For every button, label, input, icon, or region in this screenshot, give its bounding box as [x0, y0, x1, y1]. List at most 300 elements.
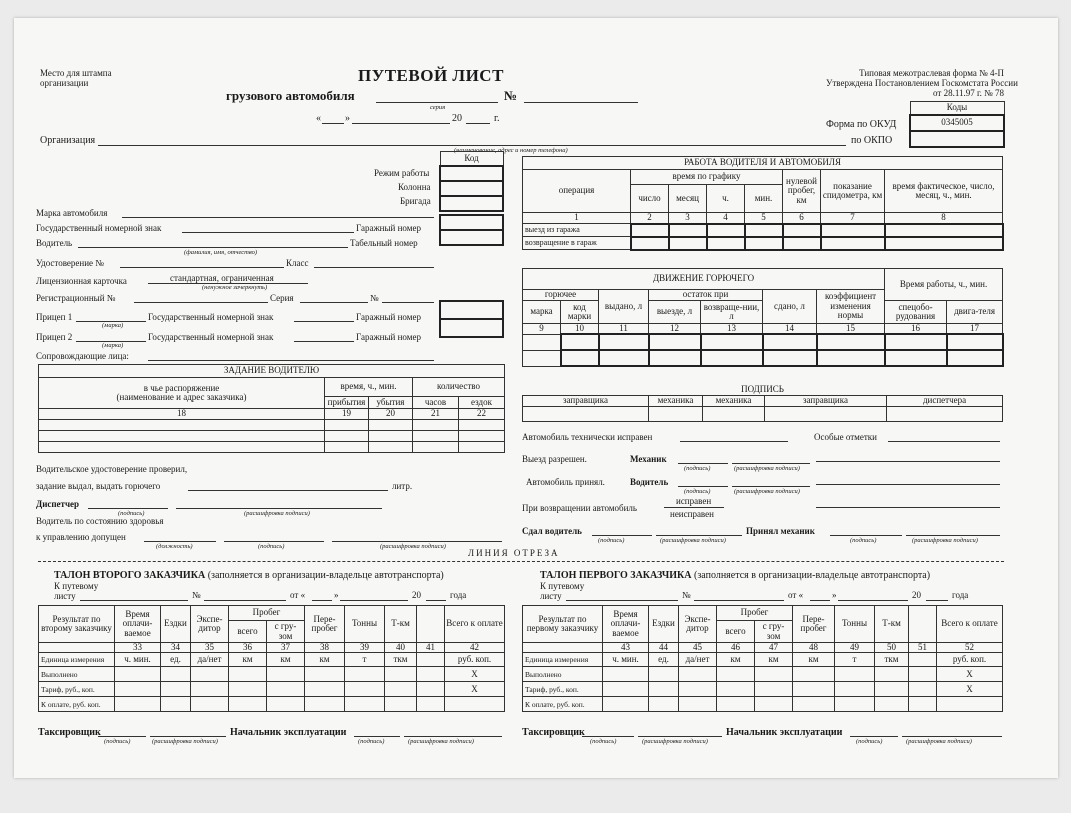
lic-value[interactable]: стандартная, ограниченная: [170, 273, 274, 283]
date-year-suffix: г.: [494, 113, 500, 124]
talon2-list-field[interactable]: [80, 600, 188, 601]
work-ch: ч.: [707, 185, 745, 213]
talon2-ekspeditor: Экспе-дитор: [191, 606, 229, 643]
garazh-tabel-box: [439, 214, 504, 246]
talon2-u-danet: да/нет: [191, 653, 229, 667]
dolzhnost-hint: (должность): [156, 543, 193, 550]
talon2-u-t: т: [345, 653, 385, 667]
talon2-nach-rassh-hint: (расшифровка подписи): [408, 738, 474, 745]
kolonna-label: Колонна: [398, 182, 431, 192]
talon1-day-field[interactable]: [810, 600, 830, 601]
reg-field[interactable]: [134, 302, 268, 303]
talon2-u-tkm: ткм: [385, 653, 417, 667]
fuel-table: [522, 268, 1004, 367]
talon1-vsego: всего: [717, 621, 755, 643]
zadanie-n18: 18: [39, 409, 325, 420]
health-rassh-field[interactable]: [332, 541, 502, 542]
work-po-grafiku: время по графику: [631, 170, 783, 185]
kod-header: Код: [440, 152, 503, 167]
zadanie-chasov: часов: [413, 397, 459, 409]
gos-znak-label: Государственный номерной знак: [36, 223, 162, 233]
cut-line: [38, 561, 1004, 562]
pricep2-marka-hint: (марка): [102, 342, 124, 349]
work-vyezd: выезд из гаража: [523, 224, 631, 237]
talon1-title-wrap: [540, 570, 930, 581]
talon2-taks-rassh-field[interactable]: [150, 736, 226, 737]
work-n4: 4: [707, 213, 745, 224]
fuel-n13: 13: [701, 324, 763, 335]
reg-label: Регистрационный №: [36, 293, 116, 303]
kolonna-code[interactable]: [440, 181, 503, 196]
okud-code: 0345005: [910, 115, 1004, 131]
work-min: мин.: [745, 185, 783, 213]
talon2-n33: 33: [115, 643, 161, 653]
kod-box: [439, 151, 504, 212]
talon1-n47: 47: [755, 643, 793, 653]
fuel-title: ДВИЖЕНИЕ ГОРЮЧЕГО: [523, 269, 885, 290]
mehanik-label: Механик: [630, 454, 667, 464]
podpis-zapr1: заправщика: [523, 396, 649, 407]
klass-label: Класс: [286, 258, 309, 268]
zadanie-col1-header: [39, 378, 325, 409]
talon1-s-gruzom: с гру-зом: [755, 621, 793, 643]
dispatcher-sign-hint: (подпись): [118, 510, 145, 517]
ispraven-field[interactable]: [680, 441, 788, 442]
talon1-x2: X: [937, 682, 1003, 697]
osobye-field[interactable]: [888, 441, 1000, 442]
okud-label: Форма по ОКУД: [826, 119, 897, 130]
talon2-row-vypolneno[interactable]: [39, 667, 505, 682]
talon1-q2: »: [832, 590, 837, 600]
talon1-vsego-opl: Всего к оплате: [937, 606, 1003, 643]
prinyal-sign-field[interactable]: [830, 535, 902, 536]
talon1-vypolneno: Выполнено: [523, 667, 603, 682]
talon1-month-field[interactable]: [838, 600, 908, 601]
talon2-nach-rassh-field[interactable]: [404, 736, 502, 737]
fuel-vremya: Время работы, ч., мин.: [885, 269, 1003, 301]
mehanik-rassh-field[interactable]: [732, 463, 810, 464]
form-line1: Типовая межотраслевая форма № 4-П: [859, 68, 1004, 78]
work-title: РАБОТА ВОДИТЕЛЯ И АВТОМОБИЛЯ: [523, 157, 1003, 170]
zadanie-pribytiya: прибытия: [325, 397, 369, 409]
talon2-n39: 39: [345, 643, 385, 653]
work-operaciya: операция: [523, 170, 631, 213]
talon2-vypolneno: Выполнено: [39, 667, 115, 682]
pri-vozvr-label: При возвращении автомобиль: [522, 503, 638, 513]
klass-field[interactable]: [314, 267, 434, 268]
talon1-k-list1: К путевому: [540, 581, 585, 591]
osobye-field-2[interactable]: [816, 461, 1000, 462]
talon2-ot: от «: [290, 590, 306, 600]
talon2-n34: 34: [161, 643, 191, 653]
talon1-n45: 45: [679, 643, 717, 653]
zadanie-n22: 22: [459, 409, 505, 420]
garazh-label: Гаражный номер: [356, 223, 421, 233]
talon2-num: №: [192, 590, 201, 600]
zadanie-table: [38, 364, 505, 453]
vyezd-razreshen: Выезд разрешен.: [522, 454, 587, 464]
work-row-vyezd[interactable]: [523, 224, 1003, 237]
talon1-nach-rassh-hint: (расшифровка подписи): [906, 738, 972, 745]
talon2-tarif: Тариф, руб., коп.: [39, 682, 115, 697]
talon2-u-km3: км: [305, 653, 345, 667]
work-mesyac: месяц: [669, 185, 707, 213]
talon2-nach: Начальник эксплуатации: [230, 727, 347, 738]
tabel-code[interactable]: [440, 230, 503, 245]
work-n8: 8: [885, 213, 1003, 224]
work-nulevoy: нулевой пробег, км: [783, 170, 821, 213]
gos-znak-field[interactable]: [182, 232, 354, 233]
talon1-taks-sign-hint: (подпись): [590, 738, 617, 745]
sdal-sign-field[interactable]: [592, 535, 652, 536]
talon1-ot: от «: [788, 590, 804, 600]
voditel-rassh-field[interactable]: [732, 486, 810, 487]
fuel-amount-field[interactable]: [188, 490, 388, 491]
zadanie-title: ЗАДАНИЕ ВОДИТЕЛЮ: [39, 365, 505, 378]
sdal-rassh-hint: (расшифровка подписи): [660, 537, 726, 544]
fuel-dvig: двига-теля: [947, 301, 1003, 324]
talon1-u-ed: ед.: [649, 653, 679, 667]
fuel-vyezde: выезде, л: [649, 301, 701, 324]
talon2-k-list: [54, 581, 98, 601]
talon2-day-field[interactable]: [312, 600, 332, 601]
talon2-vsego-opl: Всего к оплате: [445, 606, 505, 643]
talon1-row-tarif[interactable]: [523, 682, 1003, 697]
codes-table: [909, 101, 1005, 148]
pricep2-gos-field[interactable]: [294, 341, 354, 342]
soprov-label: Сопровождающие лица:: [36, 351, 129, 361]
mehanik-sign-field[interactable]: [678, 463, 728, 464]
date-day-field[interactable]: [322, 123, 344, 124]
prinyal-rassh-field[interactable]: [906, 535, 1000, 536]
fuel-n11: 11: [599, 324, 649, 335]
talon2-num-field[interactable]: [204, 600, 286, 601]
talon2-taks: Таксировщик: [38, 727, 101, 738]
zadanie-time-header: время, ч., мин.: [325, 378, 413, 397]
talon2-q2: »: [334, 590, 339, 600]
codes-header: Коды: [910, 102, 1004, 116]
voditel-rassh-hint: (расшифровка подписи): [734, 488, 800, 495]
talon2-row-tarif[interactable]: [39, 682, 505, 697]
talon2-vremya: Время оплачи-ваемое: [115, 606, 161, 643]
talon1-n48: 48: [793, 643, 835, 653]
marka-field[interactable]: [122, 217, 434, 218]
talon2-goda: года: [450, 590, 467, 600]
fuel-n16: 16: [885, 324, 947, 335]
talon1-num-field[interactable]: [694, 600, 784, 601]
work-n6: 6: [783, 213, 821, 224]
talon1-goda: года: [952, 590, 969, 600]
date-year-prefix: 20: [452, 113, 462, 124]
health-text: Водитель по состоянию здоровья: [36, 516, 164, 526]
fuel-goryuchee: горючее: [523, 290, 599, 301]
talon1-ed-izm: Единица измерения: [523, 653, 603, 667]
ispraven-option[interactable]: исправен: [676, 496, 712, 506]
talon1-taks: Таксировщик: [522, 727, 585, 738]
tabel-label: Табельный номер: [350, 238, 418, 248]
talon1-u-chmin: ч. мин.: [603, 653, 649, 667]
udost-field[interactable]: [120, 267, 284, 268]
garazh-code[interactable]: [440, 215, 503, 230]
health-sign-field[interactable]: [224, 541, 324, 542]
dispatcher-rassh-hint: (расшифровка подписи): [244, 510, 310, 517]
talon2-taks-sign-hint: (подпись): [104, 738, 131, 745]
talon1-u-km3: км: [793, 653, 835, 667]
voditel-sign-field[interactable]: [678, 486, 728, 487]
talon1-k-list: [540, 581, 584, 601]
talon2-k-list1: К путевому: [54, 581, 99, 591]
talon1-ekspeditor: Экспе-дитор: [679, 606, 717, 643]
fuel-n14: 14: [763, 324, 817, 335]
talon2-n35: 35: [191, 643, 229, 653]
talon1-tkm: Т-км: [875, 606, 909, 643]
fuel-kod-marki: код марки: [561, 301, 599, 324]
pricep-box: [439, 300, 504, 338]
brigada-code[interactable]: [440, 196, 503, 211]
rezhim-code[interactable]: [440, 166, 503, 181]
talon2-row-k-oplate[interactable]: [39, 697, 505, 712]
podpis-row[interactable]: [523, 407, 1003, 422]
org-label: Организация: [40, 135, 96, 146]
talon1-ezdki: Ездки: [649, 606, 679, 643]
talon2-ed-izm: Единица измерения: [39, 653, 115, 667]
talon1-list-field[interactable]: [566, 600, 678, 601]
lic-hint: (ненужное зачеркнуть): [202, 284, 268, 291]
zadanie-n20: 20: [369, 409, 413, 420]
talon1-taks-rassh-field[interactable]: [638, 736, 722, 737]
org-field[interactable]: [98, 145, 846, 146]
dispatcher-sign-field[interactable]: [88, 508, 168, 509]
fio-hint: (фамилия, имя, отчество): [184, 249, 258, 256]
seria-field[interactable]: [300, 302, 368, 303]
talon1-u-danet: да/нет: [679, 653, 717, 667]
talon1-perepro: Пере-пробег: [793, 606, 835, 643]
date-month-field[interactable]: [352, 123, 450, 124]
talon2-taks-sign-field[interactable]: [98, 736, 146, 737]
fuel-specob: спецобо-рудования: [885, 301, 947, 324]
fuel-row[interactable]: [523, 350, 1003, 366]
talon1-row-k-oplate[interactable]: [523, 697, 1003, 712]
dopushen-text: к управлению допущен: [36, 532, 126, 542]
talon2-year-field[interactable]: [426, 600, 446, 601]
vydat-goryuchego: задание выдал, выдать горючего: [36, 481, 161, 491]
zadanie-n21: 21: [413, 409, 459, 420]
sdal-sign-hint: (подпись): [598, 537, 625, 544]
talon1-probeg: Пробег: [717, 606, 793, 621]
prinyal-rassh-hint: (расшифровка подписи): [912, 537, 978, 544]
talon1-u-tkm: ткм: [875, 653, 909, 667]
talon2-month-field[interactable]: [340, 600, 408, 601]
talon2-rezultat: Результат по второму заказчику: [39, 606, 115, 643]
dispatcher-rassh-field[interactable]: [176, 508, 382, 509]
talon1-vremya: Время оплачи-ваемое: [603, 606, 649, 643]
talon1-year: 20: [912, 590, 921, 600]
talon2-probeg: Пробег: [229, 606, 305, 621]
org-hint: (наименование, адрес и номер телефона): [454, 147, 568, 154]
mehanik-sign-hint: (подпись): [684, 465, 711, 472]
sdal-rassh-field[interactable]: [656, 535, 742, 536]
form-line3: от 28.11.97 г. № 78: [933, 88, 1004, 98]
talon1-title: ТАЛОН ПЕРВОГО ЗАКАЗЧИКА: [540, 570, 692, 581]
fuel-n17: 17: [947, 324, 1003, 335]
okpo-label: по ОКПО: [851, 135, 893, 146]
talon1-nach-rassh-field[interactable]: [902, 736, 1002, 737]
stamp-line1: Место для штампа: [40, 68, 112, 78]
osobye-field-3[interactable]: [816, 484, 1000, 485]
talon1-k-oplate: К оплате, руб. коп.: [523, 697, 603, 712]
talon2-title: ТАЛОН ВТОРОГО ЗАКАЗЧИКА: [54, 570, 206, 581]
zadanie-col1-line1: в чье распоряжение: [143, 382, 220, 393]
talon1-n44: 44: [649, 643, 679, 653]
pricep2-garazh-label: Гаражный номер: [356, 332, 421, 342]
dispatcher-label: Диспетчер: [36, 499, 80, 509]
date-year-field[interactable]: [466, 123, 490, 124]
page-title: ПУТЕВОЙ ЛИСТ: [358, 66, 504, 85]
talon1-tarif: Тариф, руб., коп.: [523, 682, 603, 697]
date-quote-close: »: [345, 113, 350, 124]
lic-label: Лицензионная карточка: [36, 276, 127, 286]
talon2-k-oplate: К оплате, руб. коп.: [39, 697, 115, 712]
pricep1-gos-label: Государственный номерной знак: [148, 312, 274, 322]
udost-check-text: Водительское удостоверение проверил,: [36, 464, 188, 474]
talon2-ezdki: Ездки: [161, 606, 191, 643]
form-approval: [826, 68, 1018, 98]
osobye-label: Особые отметки: [814, 432, 877, 442]
pricep1-label: Прицеп 1: [36, 312, 73, 322]
reg-num-field[interactable]: [382, 302, 434, 303]
fuel-marka: марка: [523, 301, 561, 324]
zadanie-col1-line2: (наименование и адрес заказчика): [116, 392, 247, 402]
fuel-row[interactable]: [523, 334, 1003, 350]
talon1-taks-sign-field[interactable]: [582, 736, 634, 737]
brigada-label: Бригада: [400, 196, 431, 206]
zadanie-row[interactable]: [39, 431, 505, 442]
work-n3: 3: [669, 213, 707, 224]
seria-hint: серия: [430, 104, 446, 111]
talon2-taks-rassh-hint: (расшифровка подписи): [152, 738, 218, 745]
voditel-sign-label: Водитель: [630, 477, 669, 487]
zadanie-ezdok: ездок: [459, 397, 505, 409]
zadanie-row[interactable]: [39, 420, 505, 431]
talon1-u-rub: руб. коп.: [937, 653, 1003, 667]
talon2-u-chmin: ч. мин.: [115, 653, 161, 667]
health-rassh-hint: (расшифровка подписи): [380, 543, 446, 550]
rezhim-label: Режим работы: [374, 168, 430, 178]
talon1-nach-sign-field[interactable]: [850, 736, 898, 737]
work-n7: 7: [821, 213, 885, 224]
osobye-field-4[interactable]: [816, 507, 1000, 508]
litr-label: литр.: [392, 481, 413, 491]
talon2-n37: 37: [267, 643, 305, 653]
talon2-k-list2: листу: [54, 591, 76, 601]
pricep2-code[interactable]: [440, 319, 503, 337]
podpis-meh2: механика: [703, 396, 765, 407]
fuel-vydano: выдано, л: [599, 290, 649, 324]
pricep1-code[interactable]: [440, 301, 503, 319]
pricep2-label: Прицеп 2: [36, 332, 73, 342]
pricep1-garazh-label: Гаражный номер: [356, 312, 421, 322]
talon2-title-wrap: [54, 570, 444, 581]
number-field[interactable]: [524, 102, 638, 103]
talon2-n36: 36: [229, 643, 267, 653]
prinyal-meh-label: Принял механик: [746, 526, 815, 536]
mehanik-rassh-hint: (расшифровка подписи): [734, 465, 800, 472]
prinyal-sign-hint: (подпись): [850, 537, 877, 544]
talon1-year-field[interactable]: [926, 600, 948, 601]
talon1-u-t: т: [835, 653, 875, 667]
voditel-field[interactable]: [78, 247, 348, 248]
health-sign-hint: (подпись): [258, 543, 285, 550]
talon1-u-km2: км: [755, 653, 793, 667]
zadanie-row[interactable]: [39, 442, 505, 453]
talon2-year: 20: [412, 590, 421, 600]
talon2-n42: 42: [445, 643, 505, 653]
neispraven-option[interactable]: неисправен: [670, 509, 714, 519]
talon1-row-vypolneno[interactable]: [523, 667, 1003, 682]
talon1-n46: 46: [717, 643, 755, 653]
okpo-code[interactable]: [910, 131, 1004, 147]
talon1-n50: 50: [875, 643, 909, 653]
talon1-nach-sign-hint: (подпись): [856, 738, 883, 745]
talon2-x2: X: [445, 682, 505, 697]
talon1-taks-rassh-hint: (расшифровка подписи): [642, 738, 708, 745]
work-n2: 2: [631, 213, 669, 224]
podpis-table: [522, 384, 1003, 422]
soprov-field[interactable]: [148, 360, 434, 361]
talon2-vsego: всего: [229, 621, 267, 643]
zadanie-count-header: количество: [413, 378, 505, 397]
avto-prinyal: Автомобиль принял.: [526, 477, 605, 487]
talon2-n41: 41: [417, 643, 445, 653]
fuel-sdano: сдано, л: [763, 290, 817, 324]
talon2-u-km1: км: [229, 653, 267, 667]
work-row-vozvr[interactable]: [523, 237, 1003, 250]
talon2-u-ed: ед.: [161, 653, 191, 667]
talon2-nach-sign-field[interactable]: [354, 736, 400, 737]
talon2-table: [38, 605, 505, 712]
talon2-nach-sign-hint: (подпись): [358, 738, 385, 745]
talon1-k-list2: листу: [540, 591, 562, 601]
work-chislo: число: [631, 185, 669, 213]
talon2-tkm: Т-км: [385, 606, 417, 643]
number-sign: №: [504, 88, 518, 103]
talon1-n43: 43: [603, 643, 649, 653]
talon1-n52: 52: [937, 643, 1003, 653]
pricep2-gos-label: Государственный номерной знак: [148, 332, 274, 342]
talon1-n51: 51: [909, 643, 937, 653]
work-vozvr: возвращение в гараж: [523, 237, 631, 250]
podpis-title: ПОДПИСЬ: [523, 384, 1003, 396]
stamp-line2: организации: [40, 78, 89, 88]
seria-label: Серия: [270, 293, 294, 303]
fuel-ostatok: остаток при: [649, 290, 763, 301]
talon2-s-gruzom: с гру-зом: [267, 621, 305, 643]
pricep1-gos-field[interactable]: [294, 321, 354, 322]
date-quote-open: «: [316, 113, 321, 124]
talon2-u-km2: км: [267, 653, 305, 667]
work-table: [522, 156, 1004, 251]
podpis-zapr2: заправщика: [765, 396, 887, 407]
talon2-u-rub: руб. коп.: [445, 653, 505, 667]
work-fakt: время фактическое, число, месяц, ч., мин.: [885, 170, 1003, 213]
voditel-label: Водитель: [36, 238, 73, 248]
ispraven-label: Автомобиль технически исправен: [522, 432, 653, 442]
talon2-note: (заполняется в организации-владельце автотранспорта): [207, 570, 444, 581]
talon1-nach: Начальник эксплуатации: [726, 727, 843, 738]
talon2-n38: 38: [305, 643, 345, 653]
talon1-rezultat: Результат по первому заказчику: [523, 606, 603, 643]
dolzhnost-field[interactable]: [144, 541, 216, 542]
